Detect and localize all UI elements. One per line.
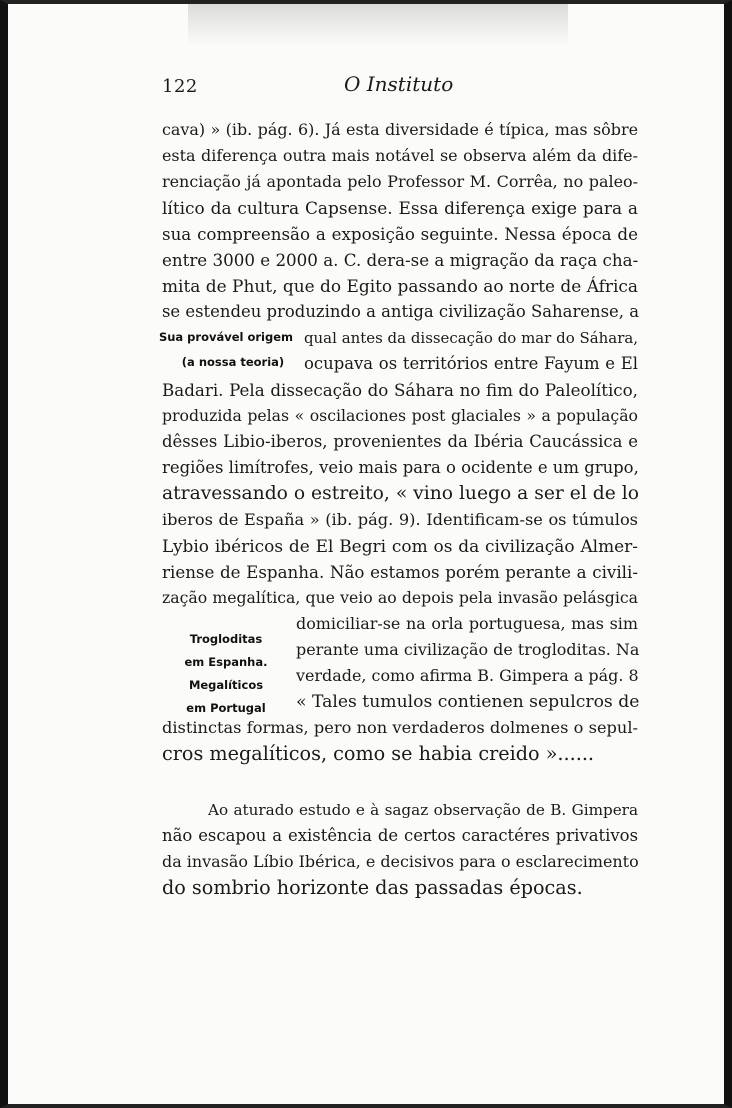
text-line: esta diferença outra mais notável se observa além da dife- bbox=[162, 146, 638, 165]
text-line: cros megalíticos, como se habia creido »...... bbox=[162, 742, 595, 765]
margin-note-line: Megalíticos bbox=[188, 678, 264, 692]
margin-note-line: Trogloditas bbox=[189, 632, 263, 646]
margin-note-line: em Portugal bbox=[186, 701, 266, 715]
text-line: ocupava os territórios entre Fayum e El bbox=[304, 354, 638, 373]
text-line: produzida pelas « oscilaciones post glaciales » a população bbox=[162, 406, 638, 425]
margin-note-line: Sua provável origem bbox=[158, 330, 294, 344]
text-line: regiões limítrofes, veio mais para o ocidente e um grupo, bbox=[162, 458, 639, 477]
text-line: riense de Espanha. Não estamos porém perante a civili- bbox=[162, 562, 638, 582]
text-line: renciação já apontada pelo Professor M. Corrêa, no paleo- bbox=[162, 172, 638, 191]
text-line: sua compreensão a exposição seguinte. Nessa época de bbox=[162, 224, 638, 244]
text-line: Lybio ibéricos de El Begri com os da civilização Almer- bbox=[162, 536, 638, 556]
text-line: cava) » (ib. pág. 6). Já esta diversidade é típica, mas sôbre bbox=[162, 120, 638, 139]
text-line: distinctas formas, pero non verdaderos dolmenes o sepul- bbox=[162, 718, 638, 737]
text-line: atravessando o estreito, « vino luego a ser el de lo bbox=[162, 483, 639, 504]
text-line: Ao aturado estudo e à sagaz observação de B. Gimpera bbox=[208, 801, 638, 819]
text-line: « Tales tumulos contienen sepulcros de bbox=[296, 692, 640, 712]
text-line: dêsses Libio-iberos, provenientes da Ibéria Caucássica e bbox=[162, 432, 638, 451]
text-line: entre 3000 e 2000 a. C. dera-se a migração da raça cha- bbox=[162, 250, 639, 270]
text-line: mita de Phut, que do Egito passando ao norte de África bbox=[162, 276, 638, 296]
margin-note-trogloditas bbox=[156, 628, 296, 720]
margin-note-origin bbox=[156, 330, 296, 344]
text-line: domiciliar-se na orla portuguesa, mas sim bbox=[296, 614, 638, 633]
text-line: zação megalítica, que veio ao depois pela invasão pelásgica bbox=[162, 588, 638, 607]
text-line: perante uma civilização de trogloditas. Na bbox=[296, 640, 640, 659]
text-line: da invasão Líbio Ibérica, e decisivos para o esclarecimento bbox=[162, 852, 639, 871]
page-number: 122 bbox=[162, 76, 198, 97]
text-line: se estendeu produzindo a antiga civilização Saharense, a bbox=[162, 302, 640, 321]
page-header bbox=[8, 4, 724, 104]
text-line: não escapou a existência de certos caractéres privativos bbox=[162, 826, 638, 845]
margin-note-theory bbox=[163, 355, 303, 369]
text-line: verdade, como afirma B. Gimpera a pág. 8 bbox=[296, 666, 639, 685]
text-line: lítico da cultura Capsense. Essa diferença exige para a bbox=[162, 198, 638, 218]
running-title: O Instituto bbox=[344, 72, 454, 96]
text-line: qual antes da dissecação do mar do Sáhara, bbox=[304, 329, 638, 347]
text-line: do sombrio horizonte das passadas épocas. bbox=[162, 876, 583, 899]
margin-note-line: (a nossa teoria) bbox=[181, 355, 285, 369]
text-line: Badari. Pela dissecação do Sáhara no fim do Paleolítico, bbox=[162, 380, 638, 400]
text-line: iberos de España » (ib. pág. 9). Identificam-se os túmulos bbox=[162, 510, 638, 529]
margin-note-line: em Espanha. bbox=[184, 655, 268, 669]
